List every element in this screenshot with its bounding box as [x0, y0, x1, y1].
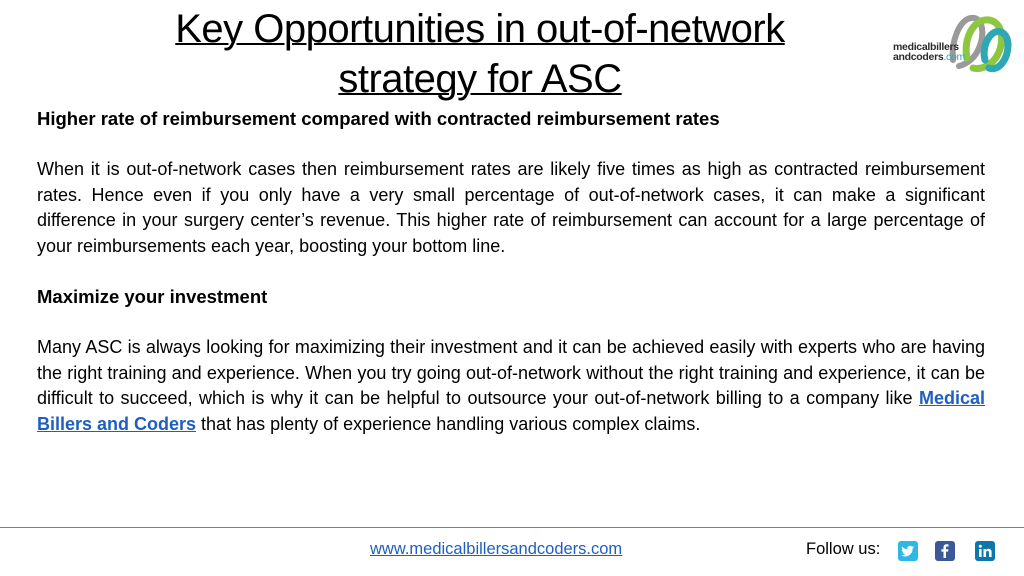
logo-line-2-main: andcoders: [893, 51, 944, 63]
section-heading-reimbursement: Higher rate of reimbursement compared with contracted reimbursement rates: [37, 108, 720, 129]
follow-us-label: Follow us:: [806, 540, 881, 558]
slide-content: [37, 106, 985, 437]
logo-line-1: medicalbillers: [893, 41, 959, 53]
section-heading-investment: Maximize your investment: [37, 286, 268, 307]
medical-billers-link[interactable]: Medical Billers and Coders: [37, 388, 985, 434]
logo-line-2: [893, 52, 965, 62]
investment-text-before: Many ASC is always looking for maximizing their investment and it can be achieved easily with experts who are having the right training and experience. When you try going out-of-network without the right training and experience, it can be difficult to succeed, which is why it can be helpful to outsource your out-of-network billing to a company like: [37, 337, 985, 408]
facebook-icon[interactable]: [935, 541, 955, 561]
slide-title: [0, 4, 960, 104]
footer-website-link[interactable]: www.medicalbillersandcoders.com: [370, 540, 623, 558]
company-logo: [893, 12, 1013, 74]
footer-divider: [0, 527, 1024, 528]
twitter-icon[interactable]: [898, 541, 918, 561]
section-body-investment: [37, 335, 985, 437]
title-line-2: strategy for ASC: [338, 57, 622, 101]
logo-wordmark: [893, 42, 965, 62]
linkedin-icon[interactable]: [975, 541, 995, 561]
title-line-1: Key Opportunities in out-of-network: [175, 7, 785, 51]
section-body-reimbursement: When it is out-of-network cases then reimbursement rates are likely five times as high as contracted reimbursement rates. Hence even if you only have a very small percentage of out-of-network cases, it can make a significant difference in your surgery center’s revenue. This higher rate of reimbursement can account for a large percentage of your reimbursements each year, boosting your bottom line.: [37, 159, 985, 256]
investment-text-after: that has plenty of experience handling various complex claims.: [196, 413, 701, 434]
logo-line-2-suffix: .com: [943, 51, 965, 63]
